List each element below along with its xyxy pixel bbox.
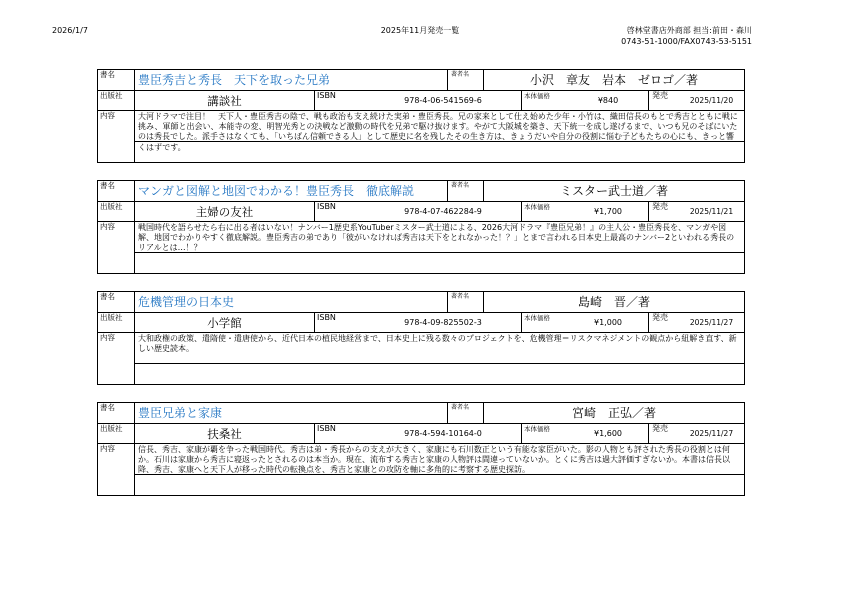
book-info-row bbox=[97, 91, 745, 111]
report-title: 2025年11月発売一覧 bbox=[380, 26, 460, 35]
publisher-label: 出版社 bbox=[98, 313, 135, 332]
isbn-label: ISBN bbox=[317, 313, 336, 322]
book-content-row bbox=[97, 333, 745, 385]
book-entry bbox=[97, 402, 745, 496]
publisher-label: 出版社 bbox=[98, 202, 135, 221]
book-title: 豊臣秀吉と秀長 天下を取った兄弟 bbox=[135, 70, 448, 90]
release-label: 発売 bbox=[652, 202, 668, 211]
book-title-row bbox=[97, 291, 745, 313]
book-publisher: 講談社 bbox=[135, 91, 315, 110]
book-publisher: 小学館 bbox=[135, 313, 315, 332]
book-title: 豊臣兄弟と家康 bbox=[135, 403, 448, 423]
content-divider bbox=[135, 474, 744, 475]
book-isbn: 978-4-07-462284-9 bbox=[365, 202, 522, 221]
isbn-label: ISBN bbox=[317, 202, 336, 211]
book-release-date: 2025/11/21 bbox=[689, 207, 734, 216]
release-label: 発売 bbox=[652, 91, 668, 100]
book-description: 信長、秀吉、家康が覇を争った戦国時代。秀吉は弟・秀長からの支えが大きく、家康にも石川数正という有能な家臣がいた。影の人物とも評された秀長の役割とは何か。石川は家康から秀吉に寝返ったとされるのは本当か。現在、流布する秀吉と家康の人物評は間違っていないか。とくに秀吉は過大評価すぎないか。本書は信長以降、秀吉、家康へと天下人が移った時代の転換点を、秀吉と家康との攻防を軸に多角的に考察する歴史探訪。 bbox=[138, 445, 730, 475]
content-label: 内容 bbox=[98, 444, 135, 495]
book-content-row bbox=[97, 444, 745, 496]
book-price: ¥840 bbox=[568, 91, 649, 110]
book-isbn: 978-4-594-10164-0 bbox=[365, 424, 522, 443]
title-label: 書名 bbox=[98, 403, 135, 423]
publisher-label: 出版社 bbox=[98, 424, 135, 443]
content-label: 内容 bbox=[98, 222, 135, 273]
book-info-row bbox=[97, 202, 745, 222]
price-label: 本体価格 bbox=[524, 314, 550, 322]
book-publisher: 扶桑社 bbox=[135, 424, 315, 443]
book-author: 島崎 晋／著 bbox=[577, 295, 650, 309]
content-label: 内容 bbox=[98, 111, 135, 162]
book-description: 大和政権の政策、遣隋使・遣唐使から、近代日本の植民地経営まで、日本史上に残る数々のプロジェクトを、危機管理＝リスクマネジメントの観点から紐解き直す、新しい歴史読本。 bbox=[138, 334, 737, 354]
book-isbn: 978-4-09-825502-3 bbox=[365, 313, 522, 332]
book-content-row bbox=[97, 111, 745, 163]
book-release-date: 2025/11/27 bbox=[689, 429, 734, 438]
author-label: 著者名 bbox=[448, 403, 484, 423]
author-label: 著者名 bbox=[448, 292, 484, 312]
book-content-row bbox=[97, 222, 745, 274]
book-description: 戦国時代を語らせたら右に出る者はいない！ナンバー1歴史系YouTuberミスター武士道による、2026大河ドラマ『豊臣兄弟！』の主人公・豊臣秀長を、マンガや図解、地図でわかりやすく徹底解説。豊臣秀吉の弟であり「彼がいなければ秀吉は天下をとれなかった！？」とまで言われる日本史上最高のナンバー2といわれる秀長のリアルとは…！？ bbox=[138, 223, 735, 253]
book-info-row bbox=[97, 424, 745, 444]
book-title-row bbox=[97, 180, 745, 202]
content-divider bbox=[135, 252, 744, 253]
title-label: 書名 bbox=[98, 292, 135, 312]
isbn-label: ISBN bbox=[317, 91, 336, 100]
price-label: 本体価格 bbox=[524, 203, 550, 211]
book-price: ¥1,000 bbox=[568, 313, 649, 332]
release-label: 発売 bbox=[652, 424, 668, 433]
book-title-row bbox=[97, 69, 745, 91]
content-divider bbox=[135, 363, 744, 364]
price-label: 本体価格 bbox=[524, 92, 550, 100]
book-release-date: 2025/11/20 bbox=[689, 96, 734, 105]
store-phone-fax: 0743-51-1000/FAX0743-53-5151 bbox=[621, 37, 752, 46]
book-price: ¥1,700 bbox=[568, 202, 649, 221]
book-author: 小沢 章友 岩本 ゼロゴ／著 bbox=[529, 73, 698, 87]
price-label: 本体価格 bbox=[524, 425, 550, 433]
book-release-date: 2025/11/27 bbox=[689, 318, 734, 327]
book-entry bbox=[97, 180, 745, 274]
isbn-label: ISBN bbox=[317, 424, 336, 433]
book-title-row bbox=[97, 402, 745, 424]
book-isbn: 978-4-06-541569-6 bbox=[365, 91, 522, 110]
book-entry bbox=[97, 291, 745, 385]
book-title: 危機管理の日本史 bbox=[135, 292, 448, 312]
book-author: ミスター武士道／著 bbox=[559, 184, 668, 198]
content-label: 内容 bbox=[98, 333, 135, 384]
publisher-label: 出版社 bbox=[98, 91, 135, 110]
release-label: 発売 bbox=[652, 313, 668, 322]
store-contact: 啓林堂書店外商部 担当:前田・森川 bbox=[626, 26, 752, 35]
book-price: ¥1,600 bbox=[568, 424, 649, 443]
author-label: 著者名 bbox=[448, 181, 484, 201]
book-title: マンガと図解と地図でわかる！豊臣秀長 徹底解説 bbox=[135, 181, 448, 201]
title-label: 書名 bbox=[98, 70, 135, 90]
book-publisher: 主婦の友社 bbox=[135, 202, 315, 221]
report-date: 2026/1/7 bbox=[52, 26, 88, 35]
content-divider bbox=[135, 141, 744, 142]
title-label: 書名 bbox=[98, 181, 135, 201]
author-label: 著者名 bbox=[448, 70, 484, 90]
book-info-row bbox=[97, 313, 745, 333]
book-author: 宮崎 正弘／著 bbox=[571, 406, 656, 420]
book-description: 大河ドラマで注目！ 天下人・豊臣秀吉の陰で、戦も政治も支え続けた実弟・豊臣秀長。兄の家来として仕え始めた少年・小竹は、織田信長のもとで秀吉とともに戦に挑み、軍師と出会い、本能寺の変、明智光秀との決戦など激動の時代を兄弟で駆け抜けます。やがて大阪城を築き、天下統一を成し遂げるまで、いつも兄のそばにいたのは秀長でした。派手さはなくても、「いちばん信頼できる人」として歴史に名を残したその生き方は、きょうだいや自分の役割に悩む子どもたちの心にも、きっと響くはずです。 bbox=[138, 112, 738, 152]
book-entry bbox=[97, 69, 745, 163]
